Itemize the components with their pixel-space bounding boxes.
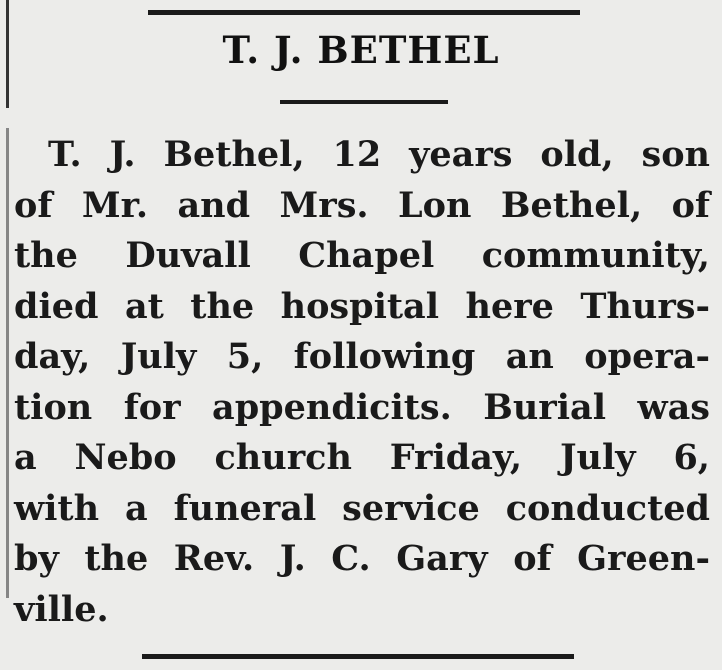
column-border (6, 128, 9, 598)
article-line: tion for appendicits. Burial was (14, 386, 710, 428)
bottom-rule (142, 654, 574, 659)
article-line: of Mr. and Mrs. Lon Bethel, of (14, 184, 710, 226)
headline-rule (280, 100, 448, 104)
article-line: a Nebo church Friday, July 6, (14, 437, 710, 478)
article-line: T. J. Bethel, 12 years old, son (48, 134, 710, 175)
article-line: died at the hospital here Thurs- (14, 285, 710, 327)
top-rule (148, 10, 580, 15)
article-line: the Duvall Chapel community, (14, 235, 710, 276)
article-line: by the Rev. J. C. Gary of Green- (14, 538, 710, 579)
headline: T. J. BETHEL (222, 28, 500, 72)
article-line: with a funeral service conducted (14, 487, 710, 529)
article-line: ville. (14, 588, 109, 630)
article-body (14, 130, 710, 635)
article-line: day, July 5, following an opera- (14, 336, 710, 377)
